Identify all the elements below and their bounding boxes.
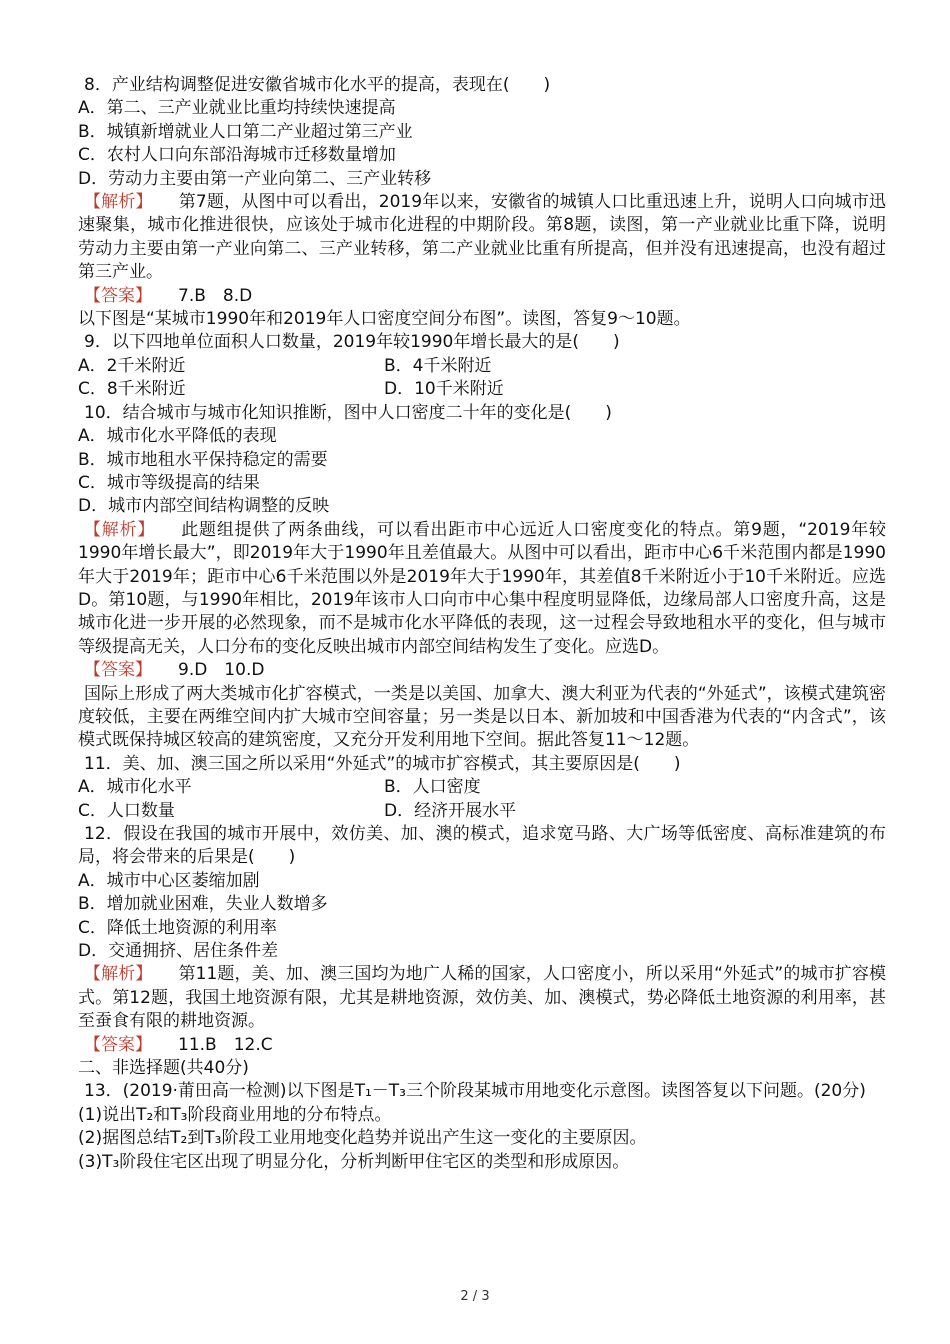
question-12-stem: 12．假设在我国的城市开展中，效仿美、加、澳的模式，追求宽马路、大广场等低密度、高标准建筑的布局，将会带来的后果是( ) [78,824,886,868]
question-13-sub-3: (3)T₃阶段住宅区出现了明显分化，分析判断甲住宅区的类型和形成原因。 [78,1151,630,1172]
answer-7-8 [78,285,886,308]
question-11-options-row-2 [78,800,886,823]
page-number: 2 / 3 [460,1289,490,1304]
analysis-7-8-text: 第7题，从图中可以看出，2019年以来，安徽省的城镇人口比重迅速上升，说明人口向城市迅速聚集，城市化推进很快，应该处于城市化进程的中期阶段。第8题，读图，第一产业就业比重下降，说明劳动力主要由第一产业向第二、三产业转移，第二产业就业比重有所提高，但并没有迅速提高，也没有超过第三产业。 [78,192,887,283]
question-9-options-row-2 [78,378,886,401]
question-9-option-d: D．10千米附近 [384,379,504,400]
question-12-option-a: A．城市中心区萎缩加剧 [78,870,260,891]
answer-9-10 [78,659,886,682]
analysis-7-8 [78,191,886,285]
answer-label: 【答案】 [84,1034,152,1055]
question-13-sub-1: (1)说出T₂和T₃阶段商业用地的分布特点。 [78,1104,392,1125]
answer-label: 【答案】 [84,660,152,681]
question-9-option-c: C．8千米附近 [78,379,186,400]
question-11-stem: 11．美、加、澳三国之所以采用“外延式”的城市扩容模式，其主要原因是( ) [84,753,681,774]
analysis-label: 【解析】 [84,519,156,540]
question-11-option-b: B．人口密度 [384,777,481,798]
question-13-stem: 13．(2019·莆田高一检测)以下图是T₁－T₃三个阶段某城市用地变化示意图。读图答复以下问题。(20分) [84,1081,866,1102]
question-12-option-d: D．交通拥挤、居住条件差 [78,941,279,962]
analysis-label: 【解析】 [84,964,153,985]
answer-11-12 [78,1034,886,1057]
question-9-option-a: A．2千米附近 [78,355,186,376]
analysis-label: 【解析】 [84,192,153,213]
answer-9-10-text: 9.D 10.D [178,660,265,681]
question-8-stem: 8．产业结构调整促进安徽省城市化水平的提高，表现在( ) [84,75,551,95]
question-13-sub-2: (2)据图总结T₂到T₃阶段工业用地变化趋势并说出产生这一变化的主要原因。 [78,1128,647,1149]
question-10-option-b: B．城市地租水平保持稳定的需要 [78,449,328,470]
question-8-option-a: A．第二、三产业就业比重均持续快速提高 [78,98,396,119]
question-10-option-d: D．城市内部空间结构调整的反映 [78,496,330,517]
question-11-option-a: A．城市化水平 [78,777,192,798]
section-heading: 二、非选择题(共40分) [78,1058,249,1079]
document-page [78,74,886,1174]
question-12-option-c: C．降低土地资源的利用率 [78,917,277,938]
answer-7-8-text: 7.B 8.D [178,285,253,306]
question-8-option-d: D．劳动力主要由第一产业向第二、三产业转移 [78,168,432,189]
question-12-option-b: B．增加就业困难，失业人数增多 [78,894,328,915]
intro-9-10: 以下图是“某城市1990年和2019年人口密度空间分布图”。读图，答复9～10题。 [78,309,691,330]
intro-11-12: 国际上形成了两大类城市化扩容模式，一类是以美国、加拿大、澳大利亚为代表的“外延式”，该模式建筑密度较低，主要在两维空间内扩大城市空间容量；另一类是以日本、新加坡和中国香港为代表的“内含式”，该模式既保持城区较高的建筑密度，又充分开发利用地下空间。据此答复11～12题。 [78,683,886,751]
question-8-option-c: C．农村人口向东部沿海城市迁移数量增加 [78,145,396,166]
question-10-option-a: A．城市化水平降低的表现 [78,426,277,447]
question-11-option-c: C．人口数量 [78,800,175,821]
analysis-9-10-text: 此题组提供了两条曲线，可以看出距市中心远近人口密度变化的特点。第9题，“2019年较1990年增长最大”，即2019年大于1990年且差值最大。从图中可以看出，距市中心6千米范围内都是1990年大于2019年；距市中心6千米范围以外是2019年大于1990年，其差值8千米附近小于10千米附近。应选D。第10题，与1990年相比，2019年该市人口向市中心集中程度明显降低，边缘局部人口密度升高，这是城市化进一步开展的必然现象，而不是城市化水平降低的表现，这一过程会导致地租水平的变化，但与城市等级提高无关，人口分布的变化反映出城市内部空间结构发生了变化。应选D。 [78,519,886,657]
question-9-option-b: B．4千米附近 [384,355,492,376]
question-8-option-b: B．城镇新增就业人口第二产业超过第三产业 [78,121,413,142]
question-9-options-row-1 [78,355,886,378]
question-11-options-row-1 [78,776,886,799]
answer-11-12-text: 11.B 12.C [178,1034,273,1055]
analysis-11-12-text: 第11题，美、加、澳三国均为地广人稀的国家，人口密度小，所以采用“外延式”的城市扩容模式。第12题，我国土地资源有限，尤其是耕地资源，效仿美、加、澳模式，势必降低土地资源的利用率，甚至蚕食有限的耕地资源。 [78,964,886,1032]
answer-label: 【答案】 [84,285,152,306]
question-10-option-c: C．城市等级提高的结果 [78,472,260,493]
analysis-9-10 [78,519,886,659]
question-11-option-d: D．经济开展水平 [384,800,517,821]
question-9-stem: 9．以下四地单位面积人口数量，2019年较1990年增长最大的是( ) [84,332,620,353]
question-10-stem: 10．结合城市与城市化知识推断，图中人口密度二十年的变化是( ) [84,402,612,423]
analysis-11-12 [78,963,886,1033]
